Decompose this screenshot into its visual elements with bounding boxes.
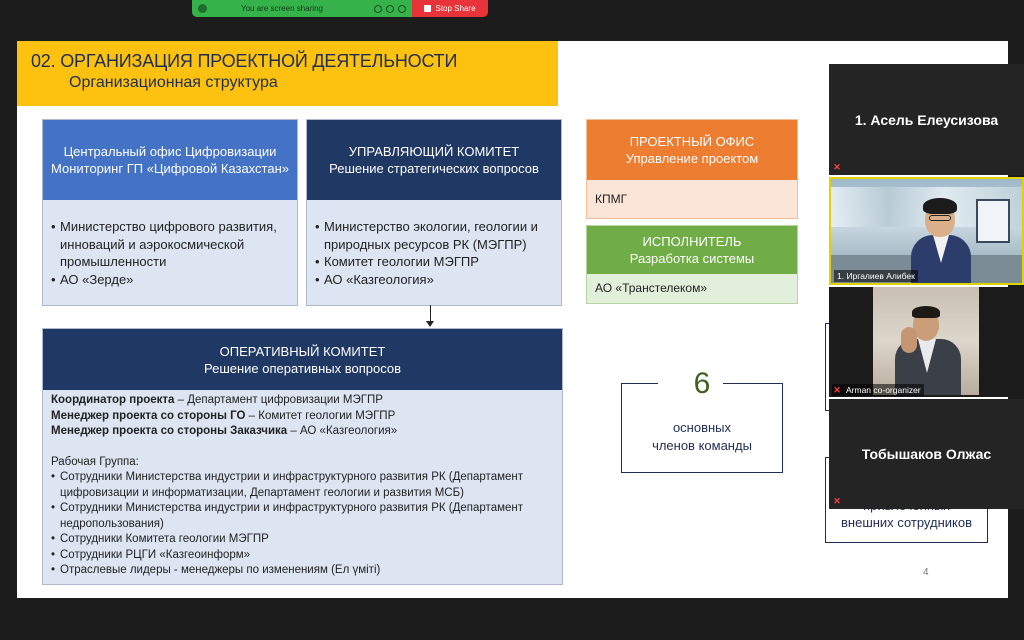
workgroup-label: Рабочая Группа: <box>51 455 139 468</box>
slide-title-band <box>17 41 558 106</box>
operational-committee-header <box>43 329 562 390</box>
list-item: • АО «Зерде» <box>51 271 289 289</box>
participant-name: 1. Иргалиев Алибек <box>834 270 918 282</box>
participant-name: 1. Асель Елеусизова <box>854 111 999 128</box>
project-office-title: ПРОЕКТНЫЙ ОФИС <box>629 134 755 149</box>
sharing-controls <box>374 5 412 13</box>
operational-committee-box <box>42 328 563 585</box>
team-count-line1: основных <box>672 420 732 435</box>
operational-committee-title: ОПЕРАТИВНЫЙ КОМИТЕТ <box>219 343 386 359</box>
video-whiteboard <box>976 199 1010 243</box>
operational-committee-body <box>43 390 562 582</box>
steering-committee-box <box>306 119 562 306</box>
arrow-down-icon <box>426 321 434 327</box>
list-item: • Отраслевые лидеры - менеджеры по изменениям (Ел үміті) <box>51 563 554 579</box>
executor-title: ИСПОЛНИТЕЛЬ <box>642 234 742 249</box>
participant-name: Arman co-organizer <box>832 384 924 396</box>
steering-committee-title: УПРАВЛЯЮЩИЙ КОМИТЕТ <box>348 144 520 159</box>
project-office-box <box>586 119 798 219</box>
participant-tile[interactable] <box>829 399 1024 509</box>
executor-header <box>587 226 797 274</box>
central-office-box <box>42 119 298 306</box>
participant-tile[interactable] <box>829 287 1024 397</box>
executor-body: АО «Транстелеком» <box>595 281 708 295</box>
video-glasses <box>929 215 951 221</box>
sharing-status <box>192 0 412 17</box>
list-item: • Министерство цифрового развития, инноваций и аэрокосмической промышленности <box>51 218 289 271</box>
mic-muted-icon: ✕ <box>833 161 841 172</box>
slide-page-number: 4 <box>923 567 929 578</box>
team-count-number: 6 <box>693 367 711 400</box>
workgroup-list <box>51 470 554 579</box>
screen-sharing-bar <box>192 0 488 17</box>
list-item: • Сотрудники Министерства индустрии и инфраструктурного развития РК (Департамент недропользования) <box>51 501 554 532</box>
role-name: Менеджер проекта со стороны Заказчика <box>51 425 288 437</box>
microphone-icon[interactable] <box>374 5 382 13</box>
steering-committee-body <box>307 200 561 288</box>
steering-committee-header <box>307 120 561 200</box>
participant-tile[interactable] <box>829 64 1024 175</box>
executor-box <box>586 225 798 304</box>
project-office-subtitle: Управление проектом <box>625 151 759 166</box>
central-office-body <box>43 200 297 288</box>
mic-muted-icon: ✕ <box>833 495 841 506</box>
executor-subtitle: Разработка системы <box>629 251 755 266</box>
participant-video <box>911 201 971 283</box>
list-item: • АО «Казгеология» <box>315 271 553 289</box>
role-value: – Комитет геологии МЭГПР <box>245 409 396 422</box>
steering-committee-subtitle: Решение стратегических вопросов <box>329 161 539 176</box>
operational-committee-subtitle: Решение оперативных вопросов <box>204 360 401 376</box>
video-hair <box>923 198 957 214</box>
role-line <box>51 424 554 440</box>
external-staff-line2: внешних сотрудников <box>841 515 972 530</box>
team-count-caption <box>621 419 783 455</box>
mic-muted-icon: ✕ <box>833 384 841 395</box>
stop-share-button[interactable] <box>412 0 488 17</box>
settings-icon[interactable] <box>386 5 394 13</box>
role-value: – Департамент цифровизации МЭГПР <box>174 394 383 406</box>
list-item: • Министерство экологии, геологии и природных ресурсов РК (МЭГПР) <box>315 218 553 253</box>
slide-title: 02. ОРГАНИЗАЦИЯ ПРОЕКТНОЙ ДЕЯТЕЛЬНОСТИ <box>31 51 458 71</box>
list-item: • Сотрудники РЦГИ «Казгеоинформ» <box>51 548 554 564</box>
slide-subtitle: Организационная структура <box>69 74 278 91</box>
video-hair <box>912 306 940 318</box>
participant-tile-active-speaker[interactable] <box>829 177 1024 285</box>
project-office-header <box>587 120 797 180</box>
participant-name: Тобышаков Олжас <box>861 446 992 462</box>
role-line <box>51 409 554 425</box>
security-icon[interactable] <box>398 5 406 13</box>
team-count-line2: членов команды <box>652 438 752 453</box>
video-hand <box>901 327 917 353</box>
sharing-status-text: You are screen sharing <box>241 4 323 13</box>
role-line <box>51 393 554 409</box>
stop-icon <box>424 5 431 12</box>
screen-share-icon <box>198 4 207 13</box>
stop-share-label: Stop Share <box>435 4 476 13</box>
list-item: • Комитет геологии МЭГПР <box>315 253 553 271</box>
role-name: Координатор проекта <box>51 394 175 406</box>
project-office-body: КПМГ <box>595 192 628 206</box>
role-value: – АО «Казгеология» <box>287 425 398 437</box>
list-item: • Сотрудники Комитета геологии МЭГПР <box>51 532 554 548</box>
list-item: • Сотрудники Министерства индустрии и инфраструктурного развития РК (Департамент цифровизации и информатизации, Департамент геологии и развития МСБ) <box>51 470 554 501</box>
central-office-header: Центральный офис Цифровизации Мониторинг ГП «Цифровой Казахстан» <box>43 120 297 200</box>
role-name: Менеджер проекта со стороны ГО <box>51 409 246 422</box>
